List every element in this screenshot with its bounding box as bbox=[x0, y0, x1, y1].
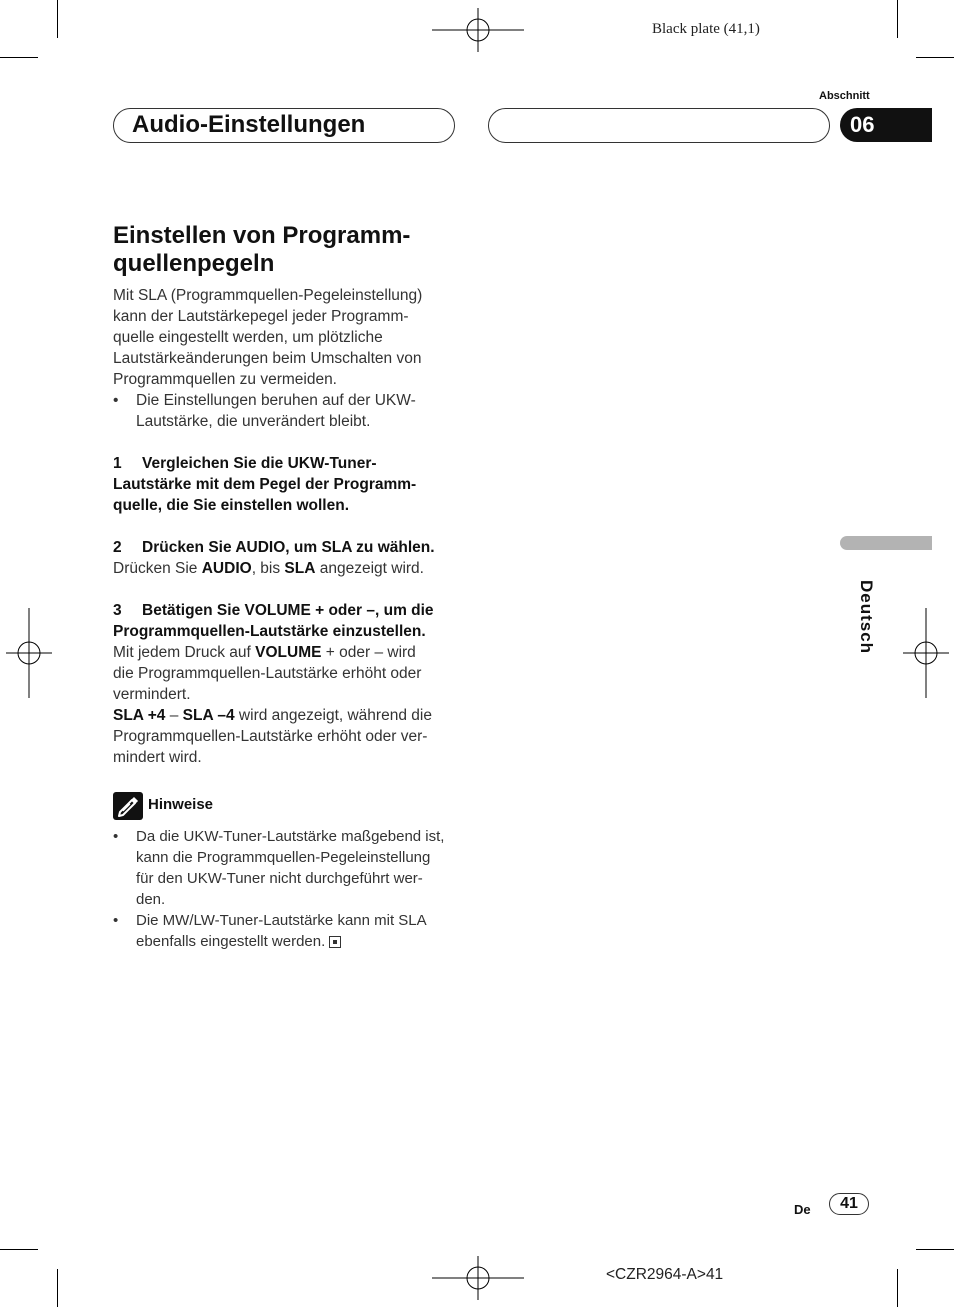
page-heading bbox=[113, 222, 473, 278]
step-1 bbox=[113, 453, 463, 516]
text-span: SLA +4 bbox=[113, 707, 166, 724]
page-number: 41 bbox=[829, 1193, 869, 1215]
crop-mark bbox=[897, 0, 898, 38]
crop-mark bbox=[916, 57, 954, 58]
page-language: De bbox=[794, 1202, 811, 1217]
step-number: 1 bbox=[113, 455, 122, 472]
crop-mark bbox=[0, 57, 38, 58]
text-line: Betätigen Sie VOLUME + oder –, um die bbox=[142, 602, 434, 619]
text-span: Mit jedem Druck auf bbox=[113, 644, 256, 661]
text-span: , bis bbox=[251, 560, 285, 577]
language-tab bbox=[840, 536, 932, 550]
heading-line: Einstellen von Programm- bbox=[113, 222, 411, 249]
registration-mark-icon bbox=[6, 608, 52, 698]
text-line: Programmquellen-Lautstärke einzustellen. bbox=[113, 623, 426, 640]
registration-mark-icon bbox=[432, 1256, 524, 1300]
bullet-dot: • bbox=[113, 392, 119, 409]
registration-mark-icon bbox=[432, 8, 524, 52]
crop-mark bbox=[0, 1249, 38, 1250]
step-number: 3 bbox=[113, 602, 122, 619]
notes-label: Hinweise bbox=[148, 796, 214, 813]
text-line: quelle, die Sie einstellen wollen. bbox=[113, 497, 350, 514]
step-3 bbox=[113, 600, 463, 642]
text-span: SLA bbox=[284, 560, 316, 577]
step-2 bbox=[113, 537, 463, 558]
text-line: Programmquellen zu vermeiden. bbox=[113, 371, 337, 388]
text-line: quelle eingestellt werden, um plötzliche bbox=[113, 329, 383, 346]
text-line: kann der Lautstärkepegel jeder Programm- bbox=[113, 308, 409, 325]
heading-line: quellenpegeln bbox=[113, 250, 275, 277]
step-3-text bbox=[113, 642, 458, 768]
step-2-text bbox=[113, 558, 458, 579]
bullet-dot: • bbox=[113, 912, 119, 929]
step-number: 2 bbox=[113, 539, 122, 556]
crop-mark bbox=[916, 1249, 954, 1250]
text-span: – bbox=[165, 707, 183, 724]
text-span: Drücken Sie bbox=[113, 560, 202, 577]
text-line: Programmquellen-Lautstärke erhöht oder ver- bbox=[113, 728, 428, 745]
crop-mark bbox=[897, 1269, 898, 1307]
end-mark-icon bbox=[329, 936, 341, 948]
text-line: Drücken Sie AUDIO, um SLA zu wählen. bbox=[142, 539, 435, 556]
text-line: für den UKW-Tuner nicht durchgeführt wer- bbox=[136, 870, 423, 887]
text-line: kann die Programmquellen-Pegeleinstellung bbox=[136, 849, 431, 866]
registration-mark-icon bbox=[903, 608, 949, 698]
section-label: Abschnitt bbox=[819, 90, 870, 102]
pencil-note-icon bbox=[113, 792, 143, 820]
text-line: Mit SLA (Programmquellen-Pegeleinstellung) bbox=[113, 287, 423, 304]
text-line: Vergleichen Sie die UKW-Tuner- bbox=[142, 455, 377, 472]
text-line: Lautstärke, die unverändert bleibt. bbox=[136, 413, 371, 430]
text-span: AUDIO bbox=[201, 560, 252, 577]
intro-paragraph bbox=[113, 285, 458, 390]
intro-bullet bbox=[113, 390, 458, 432]
crop-mark bbox=[57, 0, 58, 38]
text-line: Da die UKW-Tuner-Lautstärke maßgebend ist, bbox=[136, 828, 445, 845]
section-number: 06 bbox=[840, 108, 932, 142]
footer-code: <CZR2964-A>41 bbox=[606, 1266, 724, 1283]
header-empty-box bbox=[488, 108, 830, 143]
text-span: SLA –4 bbox=[182, 707, 235, 724]
text-line: vermindert. bbox=[113, 686, 191, 703]
text-span: wird angezeigt, während die bbox=[234, 707, 432, 724]
plate-label: Black plate (41,1) bbox=[652, 21, 760, 37]
text-line: den. bbox=[136, 891, 166, 908]
bullet-dot: • bbox=[113, 828, 119, 845]
note-bullet bbox=[113, 826, 458, 910]
text-span: VOLUME bbox=[255, 644, 322, 661]
text-line: ebenfalls eingestellt werden. bbox=[136, 933, 326, 950]
header-title: Audio-Einstellungen bbox=[132, 111, 366, 138]
text-line: Lautstärke mit dem Pegel der Programm- bbox=[113, 476, 417, 493]
crop-mark bbox=[57, 1269, 58, 1307]
language-label: Deutsch bbox=[857, 580, 876, 655]
note-bullet bbox=[113, 910, 458, 952]
text-line: Lautstärkeänderungen beim Umschalten von bbox=[113, 350, 422, 367]
text-span: angezeigt wird. bbox=[315, 560, 424, 577]
text-line: Die MW/LW-Tuner-Lautstärke kann mit SLA bbox=[136, 912, 427, 929]
header-title-box bbox=[113, 108, 455, 143]
text-line: die Programmquellen-Lautstärke erhöht oder bbox=[113, 665, 422, 682]
text-line: Die Einstellungen beruhen auf der UKW- bbox=[136, 392, 416, 409]
text-span: + oder – wird bbox=[321, 644, 416, 661]
text-line: mindert wird. bbox=[113, 749, 202, 766]
